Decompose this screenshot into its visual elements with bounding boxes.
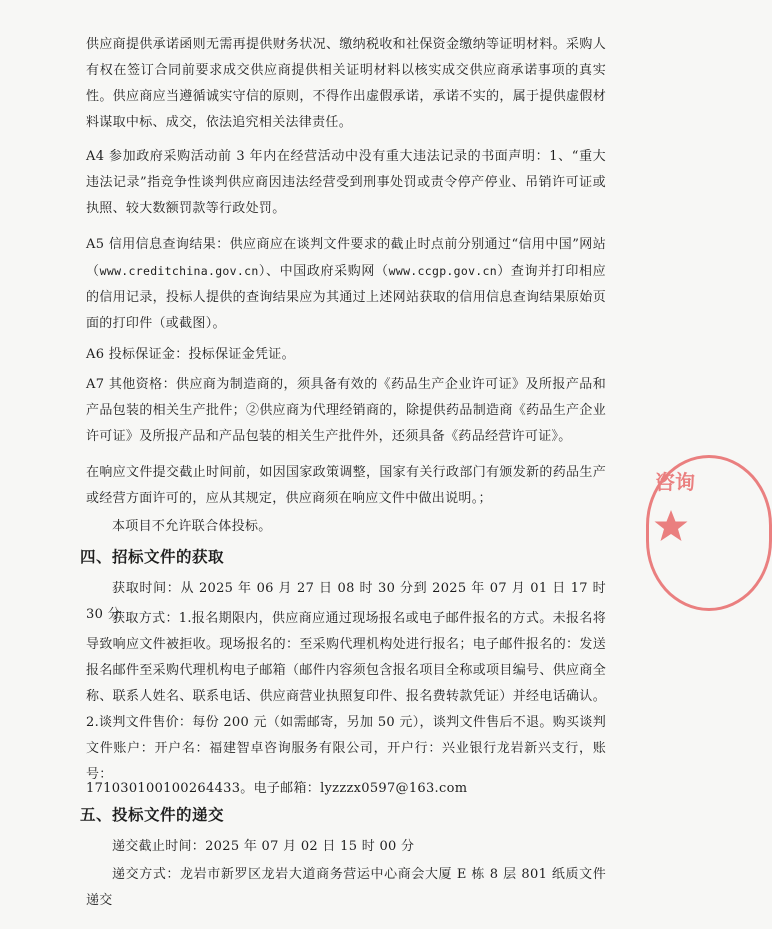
a5-text-pre: A5 信用信息查询结果：供应商应在谈判文件要求的截止时点前分别通过“信用中国”网站（ bbox=[86, 237, 606, 279]
paragraph-a7: A7 其他资格：供应商为制造商的，须具备有效的《药品生产企业许可证》及所报产品和产品包装的相关生产批件；②供应商为代理经销商的，除提供药品制造商《药品生产企业许可证》及所报产品和产品包装的相关生产批件外，还须具备《药品经营许可证》。 bbox=[86, 377, 606, 444]
star-icon bbox=[653, 508, 689, 544]
section-heading-obtain: 四、招标文件的获取 bbox=[80, 547, 225, 566]
paragraph-a6: A6 投标保证金：投标保证金凭证。 bbox=[86, 347, 295, 362]
paragraph-policy: 在响应文件提交截止时间前，如因国家政策调整，国家有关行政部门有颁发新的药品生产或经营方面许可的，应从其规定，供应商须在响应文件中做出说明。； bbox=[86, 465, 606, 506]
section-heading-submit: 五、投标文件的递交 bbox=[80, 805, 225, 824]
a5-text-mid: ）、中国政府采购网（ bbox=[258, 264, 389, 279]
paragraph-submit-method: 递交方式：龙岩市新罗区龙岩大道商务营运中心商会大厦 E 栋 8 层 801 纸质文件递交 bbox=[86, 867, 606, 908]
paragraph-commitment: 供应商提供承诺函则无需再提供财务状况、缴纳税收和社保资金缴纳等证明材料。采购人有权在签订合同前要求成交供应商提供相关证明材料以核实成交供应商承诺事项的真实性。供应商应当遵循诚实守信的原则，不得作出虚假承诺，承诺不实的，属于提供虚假材料谋取中标、成交，依法追究相关法律责任。 bbox=[86, 37, 606, 130]
account-email-line: 171030100100264433。电子邮箱：lyzzzx0597@163.com bbox=[86, 781, 468, 796]
creditchina-url: www.creditchina.gov.cn bbox=[99, 264, 259, 278]
a5-text-post: ）查询并打印相应的信用记录，投标人提供的查询结果应为其通过上述网站获取的信用信息查询结果原始页面的打印件（或截图）。 bbox=[86, 264, 606, 331]
paragraph-obtain-time: 获取时间：从 2025 年 06 月 27 日 08 时 30 分到 2025 年 07 月 01 日 17 时 30 分 bbox=[86, 581, 606, 622]
paragraph-consortium: 本项目不允许联合体投标。 bbox=[112, 519, 272, 534]
company-seal-stamp bbox=[646, 455, 772, 611]
ccgp-url: www.ccgp.gov.cn bbox=[388, 264, 497, 278]
paragraph-deadline: 递交截止时间：2025 年 07 月 02 日 15 时 00 分 bbox=[112, 839, 415, 854]
paragraph-obtain-method: 获取方式：1.报名期限内，供应商应通过现场报名或电子邮件报名的方式。未报名将导致响应文件被拒收。现场报名的：至采购代理机构处进行报名；电子邮件报名的：发送报名邮件至采购代理机构电子邮箱（邮件内容须包含报名项目全称或项目编号、供应商全称、联系人姓名、联系电话、供应商营业执照复印件、报名费转款凭证）并经电话确认。2.谈判文件售价：每份 200 元（如需邮寄，另加 50 元），谈判文件售后不退。购买谈判文件账户：开户名：福建智卓咨询服务有限公司，开户行：兴业银行龙岩新兴支行，账 号： bbox=[86, 611, 620, 782]
seal-text: 咨询 bbox=[655, 470, 695, 494]
paragraph-a4: A4 参加政府采购活动前 3 年内在经营活动中没有重大违法记录的书面声明：1、“重大违法记录”指竞争性谈判供应商因违法经营受到刑事处罚或责令停产停业、吊销许可证或执照、较大数额罚款等行政处罚。 bbox=[86, 149, 606, 216]
paragraph-a5 bbox=[86, 232, 606, 337]
